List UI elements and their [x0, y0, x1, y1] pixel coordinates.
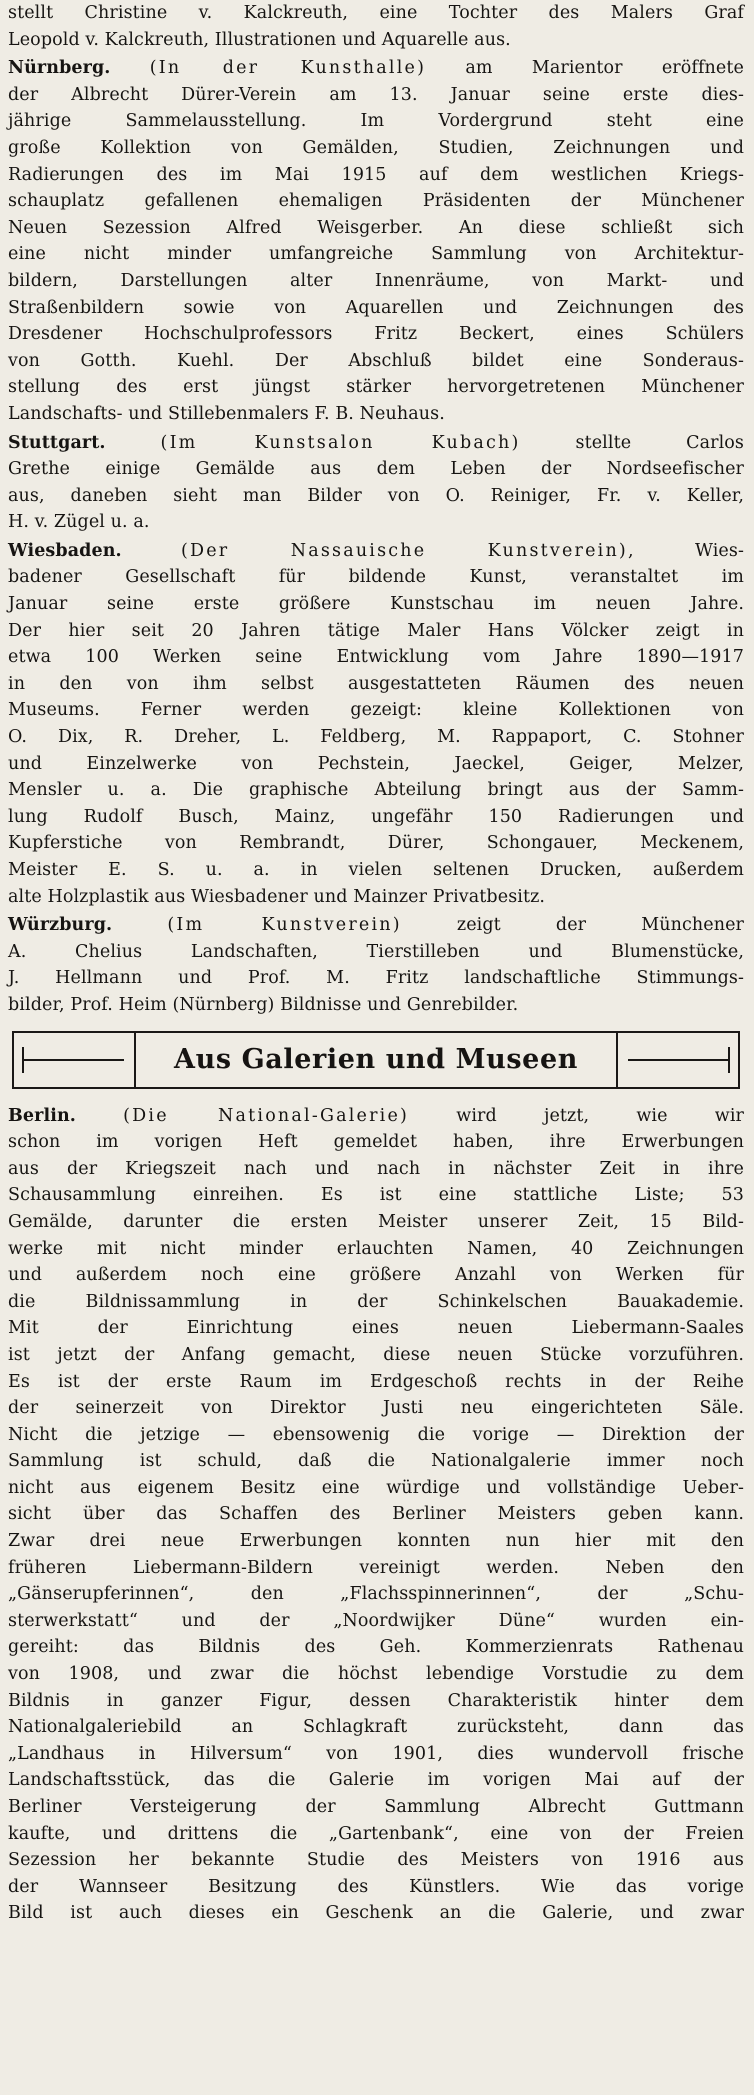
text-line: aus, daneben sieht man Bilder von O. Reiniger, Fr. v. Keller, — [8, 485, 744, 506]
text-line: die Bildnissammlung in der Schinkelschen Bauakademie. — [8, 1291, 744, 1312]
text-line: Mit der Einrichtung eines neuen Liebermann-Saales — [8, 1318, 744, 1339]
place-name: Wiesbaden. — [8, 540, 122, 561]
venue-name: (In der Kunsthalle) — [149, 58, 427, 79]
text-line: Berliner Versteigerung der Sammlung Albrecht Guttmann — [8, 1797, 744, 1817]
text-line: alte Holzplastik aus Wiesbadener und Mainzer Privatbesitz. — [8, 886, 546, 907]
text-span: wird jetzt, wie wir — [456, 1105, 744, 1126]
text-span: Wies- — [694, 540, 744, 561]
text-line: Grethe einige Gemälde aus dem Leben der Nordseefischer — [8, 459, 744, 480]
text-line: Dresdener Hochschulprofessors Fritz Beckert, eines Schülers — [8, 324, 744, 345]
text-line: sicht über das Schaffen des Berliner Meisters geben kann. — [8, 1504, 744, 1525]
text-line: der Albrecht Dürer-Verein am 13. Januar seine erste dies- — [8, 84, 744, 105]
place-name: Würzburg. — [8, 915, 113, 936]
place-name: Berlin. — [8, 1105, 76, 1126]
text-line: „Landhaus in Hilversum“ von 1901, dies wundervoll frische — [8, 1743, 744, 1764]
text-line: von Gotth. Kuehl. Der Abschluß bildet eine Sonderaus- — [8, 350, 744, 371]
news-column-exhibitions — [8, 0, 744, 1019]
text-line: früheren Liebermann-Bildern vereinigt werden. Neben den — [8, 1557, 744, 1578]
text-line: Landschafts- und Stillebenmalers F. B. Neuhaus. — [8, 403, 445, 424]
text-line: nicht aus eigenem Besitz eine würdige und vollständige Ueber- — [8, 1477, 744, 1498]
text-line: eine nicht minder umfangreiche Sammlung von Architektur- — [8, 244, 744, 265]
text-line: schauplatz gefallenen ehemaligen Präsidenten der Münchener — [8, 191, 744, 212]
text-line: stellung des erst jüngst stärker hervorgetretenen Münchener — [8, 377, 744, 398]
text-line: ist jetzt der Anfang gemacht, diese neuen Stücke vorzuführen. — [8, 1344, 744, 1365]
entry-first-line — [8, 538, 744, 565]
text-line: und Einzelwerke von Pechstein, Jaeckel, Geiger, Melzer, — [8, 753, 744, 774]
text-line: der Wannseer Besitzung des Künstlers. Wie das vorige — [8, 1876, 744, 1897]
entry-first-line — [8, 55, 744, 82]
text-line: kaufte, und drittens die „Gartenbank“, eine von der Freien — [8, 1823, 744, 1844]
heading-ornament-left — [14, 1033, 136, 1087]
text-line: H. v. Zügel u. a. — [8, 512, 150, 533]
text-span: zeigt der Münchener — [456, 915, 744, 936]
text-line: stellt Christine v. Kalckreuth, eine Tochter des Malers Graf — [8, 3, 744, 23]
text-line: Landschaftsstück, das die Galerie im vorigen Mai auf der — [8, 1770, 744, 1791]
text-line: Mensler u. a. Die graphische Abteilung bringt aus der Samm- — [8, 780, 744, 801]
text-line: J. Hellmann und Prof. M. Fritz landschaftliche Stimmungs- — [8, 968, 744, 989]
text-line: Neuen Sezession Alfred Weisgerber. An diese schließt sich — [8, 217, 744, 238]
text-line: große Kollektion von Gemälden, Studien, Zeichnungen und — [8, 137, 744, 158]
place-name: Nürnberg. — [8, 58, 111, 79]
venue-name: (Die National-Galerie) — [123, 1105, 410, 1126]
text-line: Der hier seit 20 Jahren tätige Maler Hans Völcker zeigt in — [8, 620, 744, 641]
text-line: Gemälde, darunter die ersten Meister unserer Zeit, 15 Bild- — [8, 1211, 744, 1232]
text-line: bilder, Prof. Heim (Nürnberg) Bildnisse und Genrebilder. — [8, 994, 519, 1015]
entry-first-line — [8, 912, 744, 939]
text-line: Sammlung ist schuld, daß die Nationalgalerie immer noch — [8, 1451, 744, 1472]
section-heading-box — [12, 1031, 740, 1089]
section-heading: Aus Galerien und Museen — [174, 1044, 578, 1076]
text-line: schon im vorigen Heft gemeldet haben, ihre Erwerbungen — [8, 1132, 744, 1153]
place-name: Stuttgart. — [8, 432, 106, 453]
text-line: Schausammlung einreihen. Es ist eine stattliche Liste; 53 — [8, 1185, 744, 1206]
text-line: Es ist der erste Raum im Erdgeschoß rechts in der Reihe — [8, 1371, 744, 1392]
text-line: bildern, Darstellungen alter Innenräume, von Markt- und — [8, 270, 744, 291]
venue-name: (Im Kunstsalon Kubach) — [160, 432, 521, 453]
text-line: und außerdem noch eine größere Anzahl von Werken für — [8, 1265, 744, 1286]
news-column-museums — [8, 1103, 744, 1927]
text-line: Straßenbildern sowie von Aquarellen und Zeichnungen des — [8, 297, 744, 318]
text-line: Bild ist auch dieses ein Geschenk an die Galerie, und zwar — [8, 1903, 744, 1924]
text-line: aus der Kriegszeit nach und nach in nächster Zeit in ihre — [8, 1158, 744, 1179]
text-line: Januar seine erste größere Kunstschau im neuen Jahre. — [8, 594, 744, 615]
text-line: O. Dix, R. Dreher, L. Feldberg, M. Rappaport, C. Stohner — [8, 727, 744, 748]
text-line: der seinerzeit von Direktor Justi neu eingerichteten Säle. — [8, 1398, 744, 1419]
text-span: stellte Carlos — [575, 432, 745, 453]
text-line: Nationalgaleriebild an Schlagkraft zurücksteht, dann das — [8, 1717, 744, 1738]
text-line: sterwerkstatt“ und der „Noordwijker Düne“ wurden ein- — [8, 1610, 744, 1631]
text-line: jährige Sammelausstellung. Im Vordergrund steht eine — [8, 111, 744, 132]
text-line: „Gänserupferinnen“, den „Flachsspinnerinnen“, der „Schu- — [8, 1584, 744, 1605]
text-line: badener Gesellschaft für bildende Kunst, veranstaltet im — [8, 567, 744, 588]
text-line: Bildnis in ganzer Figur, dessen Charakteristik hinter dem — [8, 1690, 744, 1711]
text-line: lung Rudolf Busch, Mainz, ungefähr 150 Radierungen und — [8, 806, 744, 827]
text-line: Meister E. S. u. a. in vielen seltenen Drucken, außerdem — [8, 860, 744, 880]
text-line: gereiht: das Bildnis des Geh. Kommerzienrats Rathenau — [8, 1637, 744, 1658]
text-line: Radierungen des im Mai 1915 auf dem westlichen Kriegs- — [8, 164, 744, 185]
text-line: Kupferstiche von Rembrandt, Dürer, Schongauer, Meckenem, — [8, 833, 744, 854]
text-line: Sezession her bekannte Studie des Meisters von 1916 aus — [8, 1850, 744, 1871]
text-line: in den von ihm selbst ausgestatteten Räumen des neuen — [8, 673, 744, 694]
text-line: A. Chelius Landschaften, Tierstilleben und Blumenstücke, — [8, 941, 744, 962]
venue-name: (Im Kunstverein) — [167, 915, 402, 936]
text-line: von 1908, und zwar die höchst lebendige Vorstudie zu dem — [8, 1664, 744, 1685]
text-span: am Marientor eröffnete — [465, 58, 744, 79]
text-line: Nicht die jetzige — ebensowenig die vorige — Direktion der — [8, 1424, 744, 1445]
venue-name: (Der Nassauische Kunstverein), — [180, 540, 636, 561]
text-line: werke mit nicht minder erlauchten Namen, 40 Zeichnungen — [8, 1238, 744, 1259]
text-line: Zwar drei neue Erwerbungen konnten nun hier mit den — [8, 1531, 744, 1552]
heading-ornament-right — [616, 1033, 738, 1087]
entry-first-line — [8, 1103, 744, 1130]
text-line: Museums. Ferner werden gezeigt: kleine Kollektionen von — [8, 700, 744, 721]
text-line: etwa 100 Werken seine Entwicklung vom Jahre 1890—1917 — [8, 647, 744, 668]
text-line: Leopold v. Kalckreuth, Illustrationen und Aquarelle aus. — [8, 29, 511, 50]
entry-first-line — [8, 430, 744, 457]
